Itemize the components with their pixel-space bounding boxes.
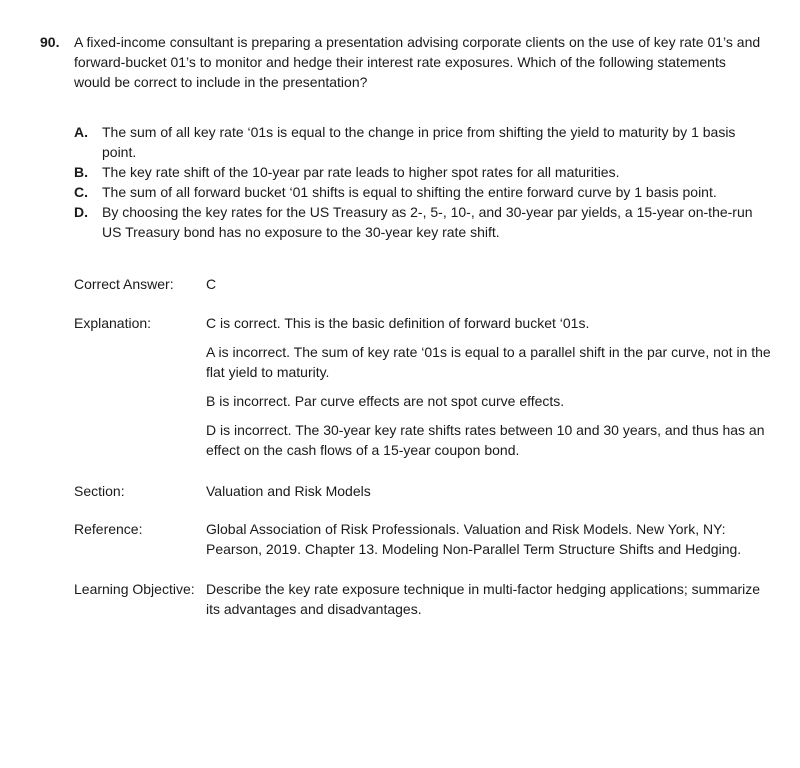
option-a [74, 122, 764, 162]
explanation-paragraph: D is incorrect. The 30-year key rate shifts rates between 10 and 30 years, and thus has an effect on the cash flows of a 15-year coupon bond. [206, 422, 765, 458]
reference-label: Reference: [74, 521, 143, 537]
reference-row [74, 519, 774, 559]
section-value: Valuation and Risk Models [206, 483, 371, 499]
question-number: 90. [40, 34, 60, 50]
correct-answer-value: C [206, 276, 217, 292]
option-letter: B. [74, 164, 88, 180]
explanation-label: Explanation: [74, 315, 152, 331]
option-text: The sum of all forward bucket ‘01 shifts is equal to shifting the entire forward curve by 1 basis point. [102, 184, 717, 200]
learning-objective-label: Learning Objective: [74, 581, 195, 597]
option-letter: D. [74, 204, 88, 220]
section-row [74, 481, 774, 501]
explanation-paragraph: C is correct. This is the basic definition of forward bucket ‘01s. [206, 315, 590, 331]
option-letter: C. [74, 184, 88, 200]
option-text: The sum of all key rate ‘01s is equal to the change in price from shifting the yield to maturity by 1 basis point. [102, 124, 736, 160]
reference-value: Global Association of Risk Professionals. Valuation and Risk Models. New York, NY: Pearson, 2019. Chapter 13. Modeling Non-Parallel Term Structure Shifts and Hedging. [206, 521, 742, 557]
section-label: Section: [74, 483, 125, 499]
option-d [74, 202, 764, 242]
explanation-paragraph: A is incorrect. The sum of key rate ‘01s is equal to a parallel shift in the par curve, not in the flat yield to maturity. [206, 344, 771, 380]
answer-options [74, 122, 764, 242]
question-stem: A fixed-income consultant is preparing a presentation advising corporate clients on the use of key rate 01’s and forward-bucket 01’s to monitor and hedge their interest rate exposures. Which of the following statements would be correct to include in the presentation? [74, 34, 761, 90]
option-letter: A. [74, 124, 88, 140]
option-b [74, 162, 764, 182]
explanation-body [206, 313, 774, 460]
learning-objective-row [74, 579, 774, 619]
explanation-paragraph: B is incorrect. Par curve effects are not spot curve effects. [206, 393, 565, 409]
option-c [74, 182, 764, 202]
correct-answer-label: Correct Answer: [74, 276, 174, 292]
learning-objective-value: Describe the key rate exposure technique in multi-factor hedging applications; summarize its advantages and disadvantages. [206, 581, 761, 617]
explanation-row [74, 313, 774, 460]
correct-answer-row [74, 274, 774, 294]
option-text: The key rate shift of the 10-year par rate leads to higher spot rates for all maturities. [102, 164, 620, 180]
option-text: By choosing the key rates for the US Treasury as 2-, 5-, 10-, and 30-year par yields, a 15-year on-the-run US Treasury bond has no exposure to the 30-year key rate shift. [102, 204, 753, 240]
